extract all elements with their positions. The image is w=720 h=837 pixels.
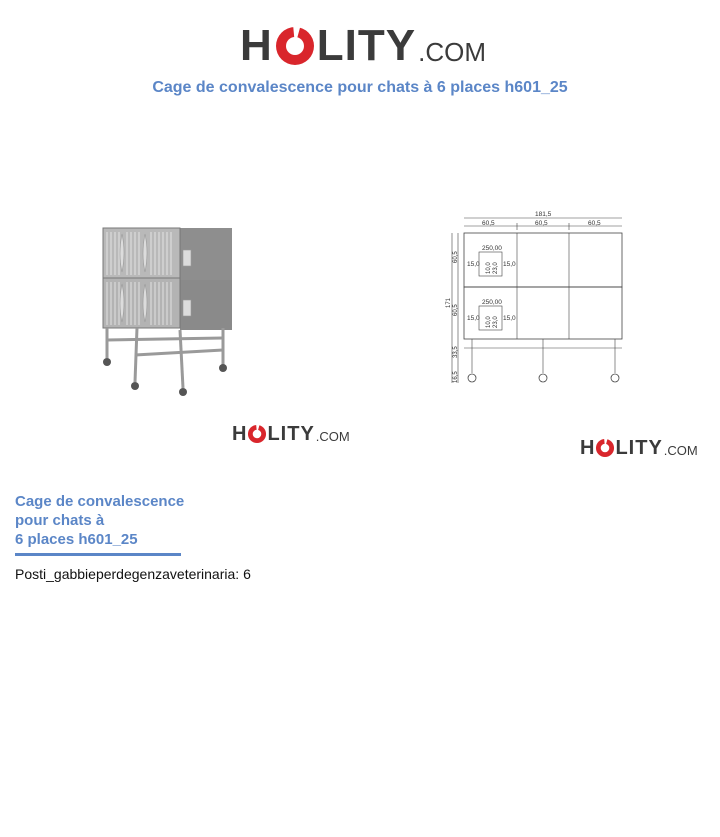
dim-overall-width: 181,5 (535, 211, 552, 218)
dim-col-3: 60,5 (588, 220, 601, 227)
logo-text-h: H (232, 423, 248, 445)
dim-door-inner-b-2: 23,0 (493, 316, 499, 328)
dim-door-left-2: 15,0 (467, 315, 480, 322)
product-title (15, 492, 225, 549)
logo-o-icon (247, 423, 267, 445)
logo-text-lity: LITY (316, 21, 417, 70)
dim-door-width: 250,00 (482, 245, 502, 252)
logo-text-lity: LITY (615, 437, 663, 459)
dim-door-inner-a: 10,0 (486, 262, 492, 274)
logo-text-h: H (580, 437, 596, 459)
product-title-line-2: pour chats à (15, 512, 105, 529)
dim-door-left: 15,0 (467, 261, 480, 268)
spec-label: Posti_gabbieperdegenzaveterinaria: (15, 566, 240, 582)
logo-o-icon (274, 24, 316, 68)
dim-col-1: 60,5 (482, 220, 495, 227)
technical-drawing (442, 208, 632, 388)
dim-overall-height: 171 (446, 297, 452, 308)
logo-text-com: .COM (418, 37, 486, 67)
logo-text-com: .COM (315, 429, 350, 444)
dim-row-2: 60,5 (453, 304, 459, 316)
page-title: Cage de convalescence pour chats à 6 places h601_25 (152, 79, 568, 96)
dim-door-width-2: 250,00 (482, 299, 502, 306)
title-underline (15, 553, 181, 556)
spec-value: 6 (243, 566, 251, 582)
dim-col-2: 60,5 (535, 220, 548, 227)
dim-door-right: 15,0 (503, 261, 516, 268)
dim-wheel-height: 16,5 (453, 371, 459, 383)
spec-row (15, 566, 251, 582)
product-photo (95, 220, 245, 405)
logo-text-lity: LITY (267, 423, 315, 445)
holity-logo[interactable] (240, 12, 486, 68)
dim-door-inner-b: 23,0 (493, 262, 499, 274)
dim-door-right-2: 15,0 (503, 315, 516, 322)
logo-text-com: .COM (663, 443, 698, 458)
dim-row-1: 60,5 (453, 251, 459, 263)
product-title-line-1: Cage de convalescence (15, 493, 185, 510)
dim-leg-height: 33,5 (453, 346, 459, 358)
dim-door-inner-a-2: 10,0 (486, 316, 492, 328)
product-title-line-3: 6 places h601_25 (15, 531, 138, 548)
holity-logo-small-left (232, 423, 350, 445)
logo-o-icon (595, 437, 615, 459)
logo-text-h: H (240, 21, 273, 70)
holity-logo-small-right (580, 437, 698, 459)
